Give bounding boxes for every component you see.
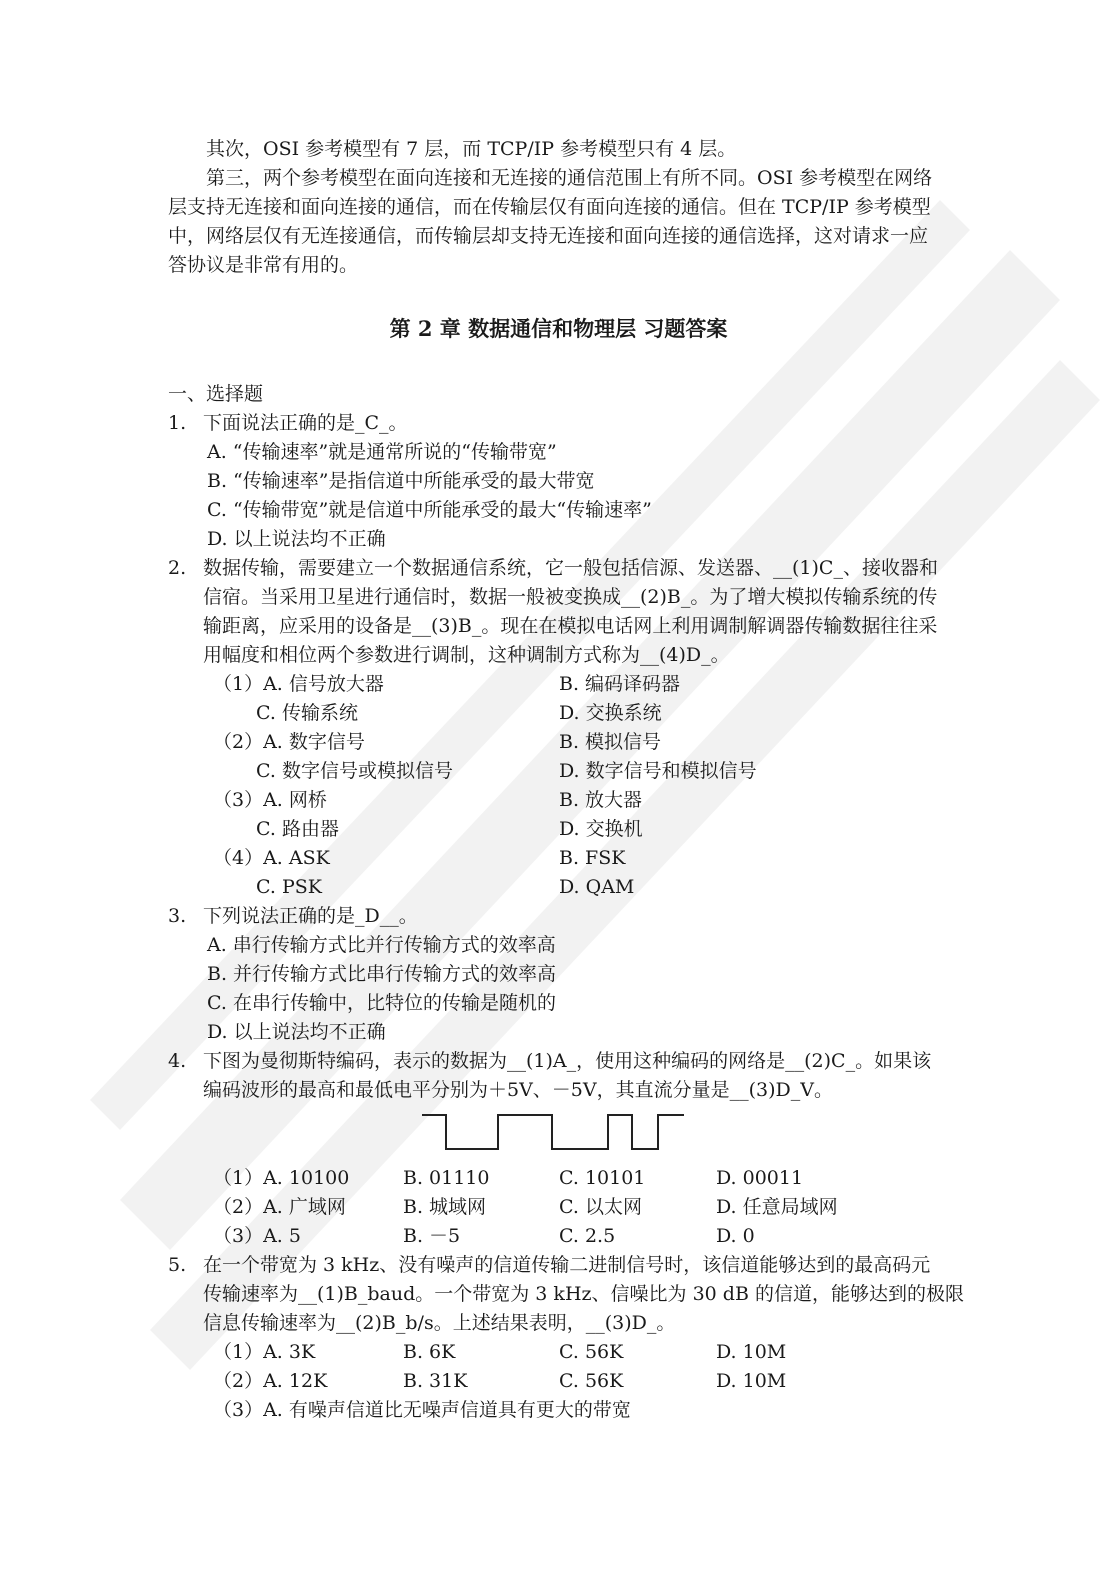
intro-line-5: 答协议是非常有用的。 bbox=[168, 254, 359, 276]
q4-r1-c: C. 10101 bbox=[559, 1167, 646, 1189]
q5-r2-a: （2）A. 12K bbox=[213, 1370, 328, 1392]
q5-r1-c: C. 56K bbox=[559, 1341, 624, 1363]
q5-r3-a: （3）A. 有噪声信道比无噪声信道具有更大的带宽 bbox=[213, 1399, 631, 1421]
q2-sub4-d: D. QAM bbox=[559, 876, 635, 898]
q3-stem: 下列说法正确的是_D__。 bbox=[203, 905, 418, 927]
q4-r1-d: D. 00011 bbox=[716, 1167, 804, 1189]
q4-r1-a: （1）A. 10100 bbox=[213, 1167, 350, 1189]
q4-r3-a: （3）A. 5 bbox=[213, 1225, 301, 1247]
q5-r1-b: B. 6K bbox=[403, 1341, 456, 1363]
q2-sub2-d: D. 数字信号和模拟信号 bbox=[559, 760, 757, 782]
q5-r2-d: D. 10M bbox=[716, 1370, 787, 1392]
q1-option-b: B. “传输速率”是指信道中所能承受的最大带宽 bbox=[207, 470, 595, 492]
q2-sub3-c: C. 路由器 bbox=[256, 818, 339, 840]
question-number: 4. bbox=[168, 1050, 187, 1072]
q3-option-c: C. 在串行传输中，比特位的传输是随机的 bbox=[207, 992, 556, 1014]
q2-line-1: 数据传输，需要建立一个数据通信系统，它一般包括信源、发送器、__(1)C_、接收器和 bbox=[203, 557, 938, 579]
q4-r2-d: D. 任意局域网 bbox=[716, 1196, 838, 1218]
q2-sub1-c: C. 传输系统 bbox=[256, 702, 358, 724]
q5-r2-c: C. 56K bbox=[559, 1370, 624, 1392]
section-heading: 一、选择题 bbox=[168, 383, 264, 405]
chapter-title: 第 2 章 数据通信和物理层 习题答案 bbox=[389, 316, 728, 341]
q2-line-2: 信宿。当采用卫星进行通信时，数据一般被变换成__(2)B_。为了增大模拟传输系统的传 bbox=[203, 586, 938, 608]
q2-sub1-d: D. 交换系统 bbox=[559, 702, 662, 724]
q5-r1-a: （1）A. 3K bbox=[213, 1341, 316, 1363]
q2-sub3-a: （3）A. 网桥 bbox=[213, 789, 327, 811]
q2-sub3-b: B. 放大器 bbox=[559, 789, 643, 811]
q4-r2-a: （2）A. 广域网 bbox=[213, 1196, 346, 1218]
q4-r1-b: B. 01110 bbox=[403, 1167, 490, 1189]
q5-r2-b: B. 31K bbox=[403, 1370, 468, 1392]
q2-sub3-d: D. 交换机 bbox=[559, 818, 643, 840]
q2-sub2-a: （2）A. 数字信号 bbox=[213, 731, 365, 753]
q2-sub2-c: C. 数字信号或模拟信号 bbox=[256, 760, 453, 782]
question-number: 1. bbox=[168, 412, 187, 434]
question-number: 3. bbox=[168, 905, 187, 927]
q1-option-a: A. “传输速率”就是通常所说的“传输带宽” bbox=[207, 441, 557, 463]
question-number: 2. bbox=[168, 557, 187, 579]
intro-line-1: 其次，OSI 参考模型有 7 层，而 TCP/IP 参考模型只有 4 层。 bbox=[206, 138, 737, 160]
intro-line-3: 层支持无连接和面向连接的通信，而在传输层仅有面向连接的通信。但在 TCP/IP 参考模型 bbox=[168, 196, 931, 218]
q4-r3-d: D. 0 bbox=[716, 1225, 755, 1247]
q5-line-1: 在一个带宽为 3 kHz、没有噪声的信道传输二进制信号时，该信道能够达到的最高码元 bbox=[203, 1254, 931, 1276]
manchester-waveform bbox=[422, 1112, 690, 1154]
q1-stem: 下面说法正确的是_C_。 bbox=[203, 412, 408, 434]
q2-sub1-b: B. 编码译码器 bbox=[559, 673, 681, 695]
q3-option-a: A. 串行传输方式比并行传输方式的效率高 bbox=[207, 934, 556, 956]
q5-r1-d: D. 10M bbox=[716, 1341, 787, 1363]
q3-option-b: B. 并行传输方式比串行传输方式的效率高 bbox=[207, 963, 557, 985]
q2-sub4-b: B. FSK bbox=[559, 847, 626, 869]
q2-sub4-a: （4）A. ASK bbox=[213, 847, 330, 869]
q2-sub1-a: （1）A. 信号放大器 bbox=[213, 673, 384, 695]
q4-line-1: 下图为曼彻斯特编码，表示的数据为__(1)A_，使用这种编码的网络是__(2)C_。如果该 bbox=[203, 1050, 932, 1072]
q4-line-2: 编码波形的最高和最低电平分别为＋5V、－5V，其直流分量是__(3)D_V。 bbox=[203, 1079, 833, 1101]
q3-option-d: D. 以上说法均不正确 bbox=[207, 1021, 386, 1043]
intro-line-4: 中，网络层仅有无连接通信，而传输层却支持无连接和面向连接的通信选择，这对请求一应 bbox=[168, 225, 929, 247]
q5-line-2: 传输速率为__(1)B_baud。一个带宽为 3 kHz、信噪比为 30 dB 的信道，能够达到的极限 bbox=[203, 1283, 964, 1305]
waveform-line bbox=[422, 1115, 684, 1149]
q1-option-d: D. 以上说法均不正确 bbox=[207, 528, 386, 550]
q4-r3-c: C. 2.5 bbox=[559, 1225, 616, 1247]
intro-line-2: 第三，两个参考模型在面向连接和无连接的通信范围上有所不同。OSI 参考模型在网络 bbox=[206, 167, 933, 189]
question-number: 5. bbox=[168, 1254, 187, 1276]
q2-sub4-c: C. PSK bbox=[256, 876, 322, 898]
q4-r2-b: B. 城域网 bbox=[403, 1196, 487, 1218]
q2-line-3: 输距离，应采用的设备是__(3)B_。现在在模拟电话网上利用调制解调器传输数据往往采 bbox=[203, 615, 938, 637]
q5-line-3: 信息传输速率为__(2)B_b/s。上述结果表明，__(3)D_。 bbox=[203, 1312, 676, 1334]
q2-sub2-b: B. 模拟信号 bbox=[559, 731, 662, 753]
q1-option-c: C. “传输带宽”就是信道中所能承受的最大“传输速率” bbox=[207, 499, 652, 521]
q4-r2-c: C. 以太网 bbox=[559, 1196, 642, 1218]
q4-r3-b: B. －5 bbox=[403, 1225, 461, 1247]
q2-line-4: 用幅度和相位两个参数进行调制，这种调制方式称为__(4)D_。 bbox=[203, 644, 730, 666]
